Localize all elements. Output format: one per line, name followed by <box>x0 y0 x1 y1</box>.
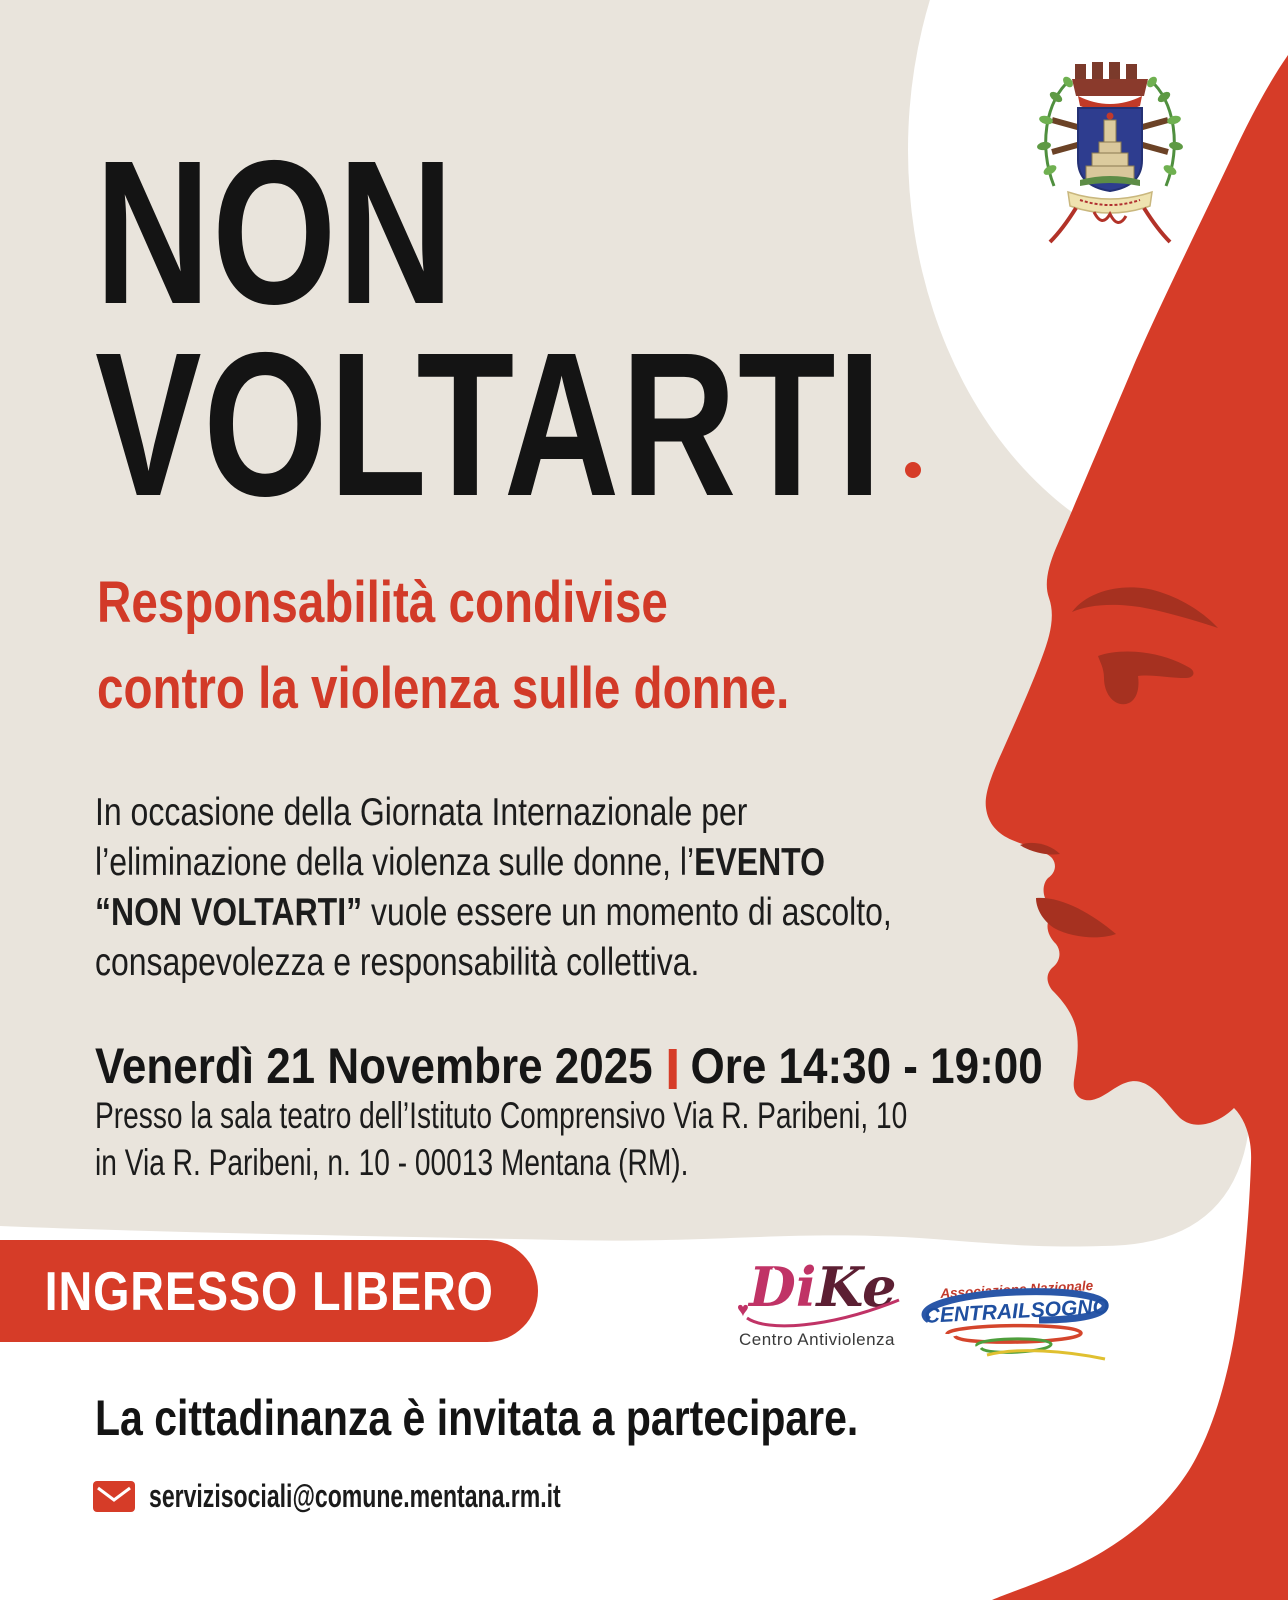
free-entry-banner <box>0 1240 538 1342</box>
subtitle-line-1: Responsabilità condivise <box>97 570 668 635</box>
intro-line-1: In occasione della Giornata Internazionale per <box>95 791 748 834</box>
dike-ke-text: Ke <box>816 1255 897 1319</box>
event-date: Venerdì 21 Novembre 2025 <box>95 1038 653 1094</box>
dike-heart-icon: ♥ <box>737 1299 749 1321</box>
intro-line-4: consapevolezza e responsabilità collettiva. <box>95 941 700 984</box>
free-entry-label: INGRESSO LIBERO <box>44 1260 494 1322</box>
dike-di-text: Di <box>749 1255 817 1319</box>
venue-line-1: Presso la sala teatro dell’Istituto Comprensivo Via R. Paribeni, 10 <box>95 1095 908 1136</box>
centrailsogno-logo <box>915 1252 1120 1370</box>
email-row <box>93 1478 721 1515</box>
page-title <box>95 118 884 539</box>
venue-line-2: in Via R. Paribeni, n. 10 - 00013 Mentana (RM). <box>95 1142 689 1183</box>
dike-logo <box>733 1242 915 1358</box>
intro-line-2: l’eliminazione della violenza sulle donne, l’EVENTO <box>95 841 826 884</box>
intro-line-3: “NON VOLTARTI” vuole essere un momento di ascolto, <box>95 891 892 934</box>
invite-text: La cittadinanza è invitata a partecipare. <box>95 1390 859 1446</box>
intro-paragraph <box>95 788 892 988</box>
subtitle-line-2: contro la violenza sulle donne. <box>97 656 790 721</box>
centrail-loop-yellow <box>987 1351 1105 1359</box>
email-address: servizisociali@comune.mentana.rm.it <box>149 1478 561 1514</box>
red-accent-dot <box>905 462 921 478</box>
title-line-2: VOLTARTI <box>95 310 884 539</box>
event-time: Ore 14:30 - 19:00 <box>690 1038 1043 1094</box>
email-icon <box>93 1481 135 1512</box>
title-line-1: NON <box>95 118 456 347</box>
subtitle <box>97 560 789 732</box>
dike-subtitle: Centro Antiviolenza <box>739 1330 895 1349</box>
event-schedule <box>95 1038 1043 1094</box>
centrail-name-text: CENTRAILSOGNO <box>924 1295 1110 1328</box>
separator-bar <box>668 1049 676 1089</box>
venue-address <box>95 1092 907 1186</box>
centrail-top-text: Associazione Nazionale <box>939 1278 1094 1302</box>
